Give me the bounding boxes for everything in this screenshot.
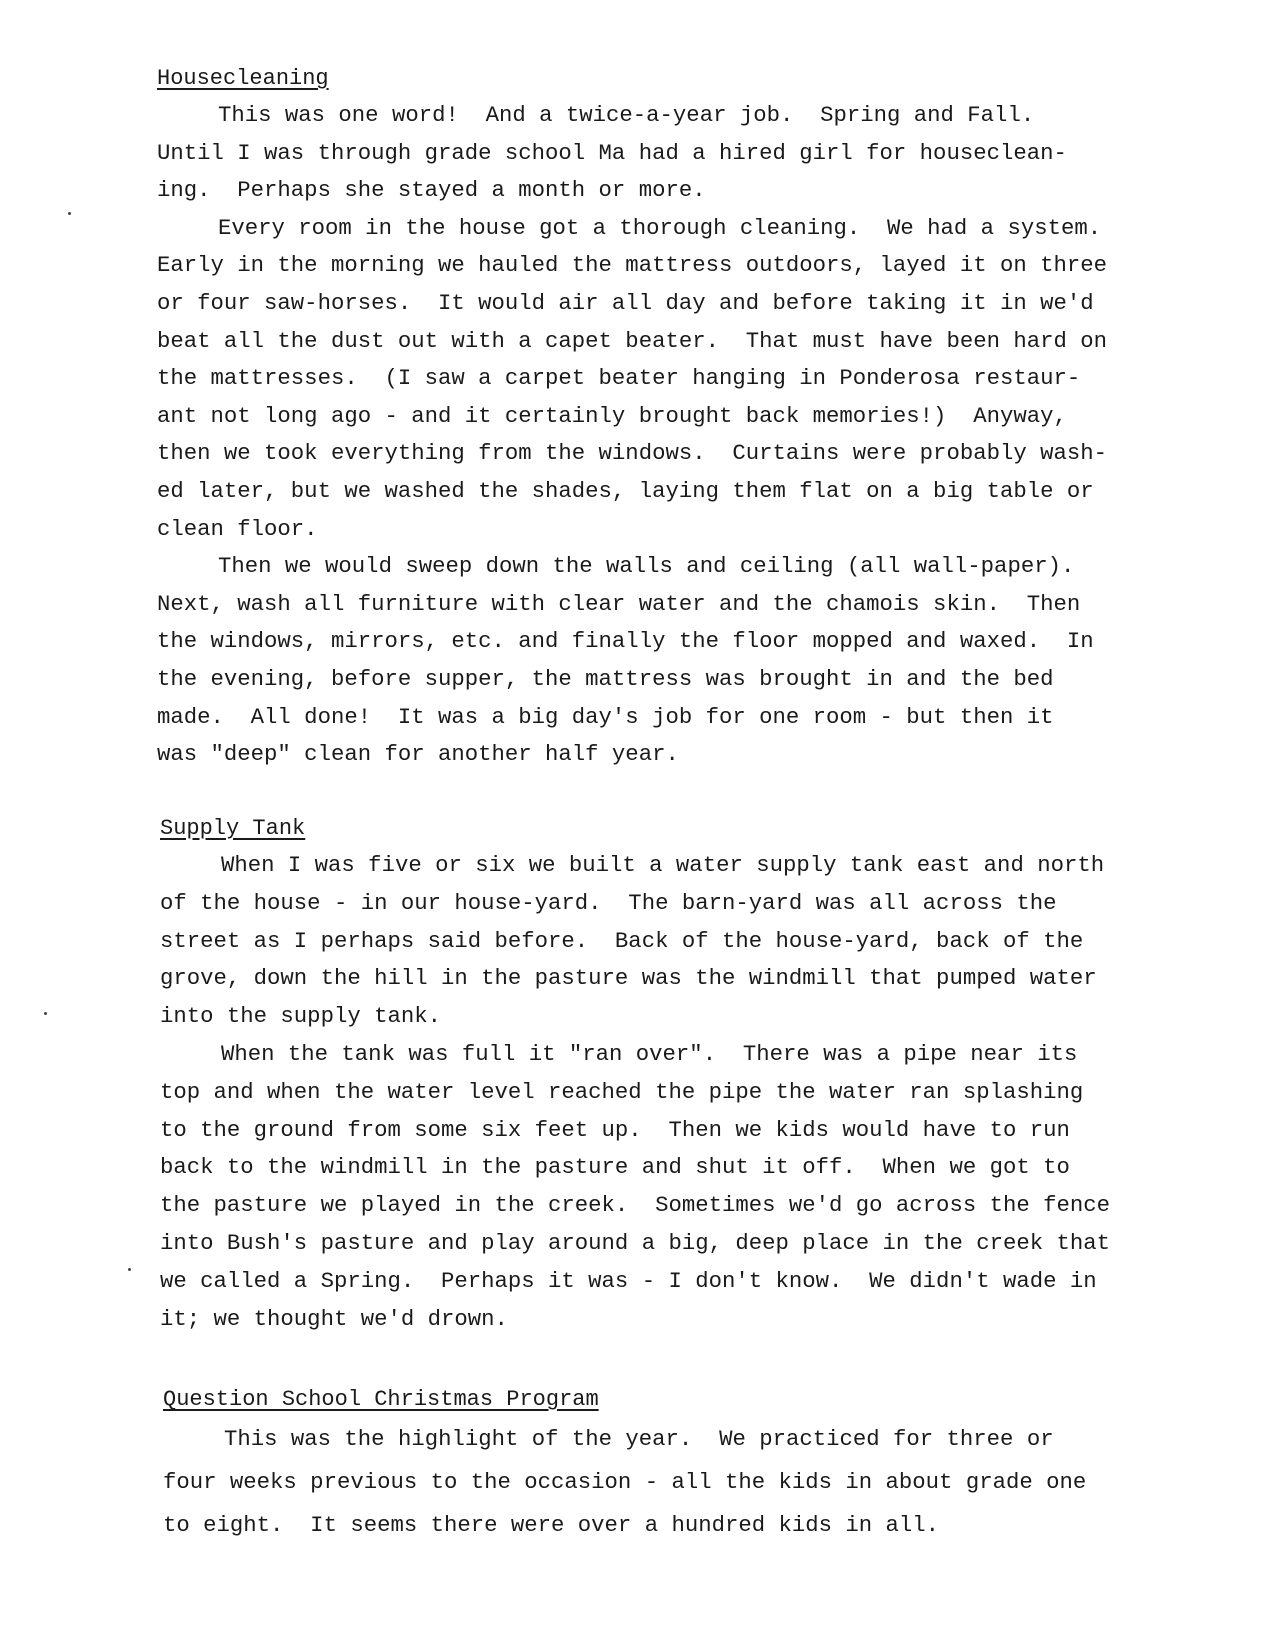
paragraph-line: four weeks previous to the occasion - all the kids in about grade one xyxy=(163,1469,1087,1495)
paragraph-line: ing. Perhaps she stayed a month or more. xyxy=(157,177,706,204)
paragraph-line: or four saw-horses. It would air all day and before taking it in we'd xyxy=(157,289,1094,316)
paragraph-line: was "deep" clean for another half year. xyxy=(157,741,679,768)
paragraph-line: Early in the morning we hauled the mattress outdoors, layed it on three xyxy=(157,252,1108,279)
paragraph-line: the windows, mirrors, etc. and finally the floor mopped and waxed. In xyxy=(157,628,1094,655)
section-christmas-program xyxy=(163,1381,1086,1547)
paragraph-line: the pasture we played in the creek. Sometimes we'd go across the fence xyxy=(160,1192,1111,1219)
section-supply-tank xyxy=(160,810,1110,1338)
paragraph-line: the mattresses. (I saw a carpet beater hanging in Ponderosa restaur- xyxy=(157,365,1081,392)
paragraph-line: beat all the dust out with a capet beater. That must have been hard on xyxy=(157,327,1108,354)
paragraph-line: then we took everything from the windows. Curtains were probably wash- xyxy=(157,440,1108,467)
paragraph-line: Every room in the house got a thorough cleaning. We had a system. xyxy=(218,214,1102,241)
paragraph-line: street as I perhaps said before. Back of the house-yard, back of the xyxy=(160,927,1084,954)
section-heading: Question School Christmas Program xyxy=(163,1387,599,1412)
paragraph-line: top and when the water level reached the pipe the water ran splashing xyxy=(160,1078,1084,1105)
section-heading: Supply Tank xyxy=(160,816,306,841)
paragraph-line: When I was five or six we built a water supply tank east and north xyxy=(221,852,1105,878)
scan-speck xyxy=(128,1268,131,1271)
paragraph-line: of the house - in our house-yard. The barn-yard was all across the xyxy=(160,889,1057,916)
paragraph-line: Then we would sweep down the walls and ceiling (all wall-paper). xyxy=(218,553,1075,580)
paragraph-line: Until I was through grade school Ma had a hired girl for houseclean- xyxy=(157,139,1067,166)
paragraph-line: we called a Spring. Perhaps it was - I don't know. We didn't wade in xyxy=(160,1267,1097,1294)
paragraph-line: ant not long ago - and it certainly brought back memories!) Anyway, xyxy=(157,402,1067,429)
paragraph-line: it; we thought we'd drown. xyxy=(160,1305,508,1332)
scan-speck xyxy=(44,1012,47,1015)
paragraph-line: This was the highlight of the year. We practiced for three or xyxy=(224,1426,1054,1452)
paragraph-line: into Bush's pasture and play around a big, deep place in the creek that xyxy=(160,1229,1111,1256)
paragraph-line: clean floor. xyxy=(157,515,318,542)
section-housecleaning xyxy=(157,60,1107,774)
paragraph-line: to the ground from some six feet up. Then we kids would have to run xyxy=(160,1116,1070,1143)
paragraph-line: back to the windmill in the pasture and shut it off. When we got to xyxy=(160,1154,1070,1181)
paragraph-line: When the tank was full it "ran over". There was a pipe near its xyxy=(221,1040,1078,1067)
paragraph-line: This was one word! And a twice-a-year job. Spring and Fall. xyxy=(218,102,1035,128)
scan-speck xyxy=(68,212,71,215)
paragraph-line: into the supply tank. xyxy=(160,1003,441,1030)
paragraph-line: ed later, but we washed the shades, laying them flat on a big table or xyxy=(157,477,1094,504)
paragraph-line: made. All done! It was a big day's job for one room - but then it xyxy=(157,703,1054,730)
paragraph-line: grove, down the hill in the pasture was the windmill that pumped water xyxy=(160,965,1097,992)
section-heading: Housecleaning xyxy=(157,66,329,91)
paragraph-line: Next, wash all furniture with clear water and the chamois skin. Then xyxy=(157,590,1081,617)
paragraph-line: to eight. It seems there were over a hundred kids in all. xyxy=(163,1512,940,1538)
paragraph-line: the evening, before supper, the mattress was brought in and the bed xyxy=(157,665,1054,692)
